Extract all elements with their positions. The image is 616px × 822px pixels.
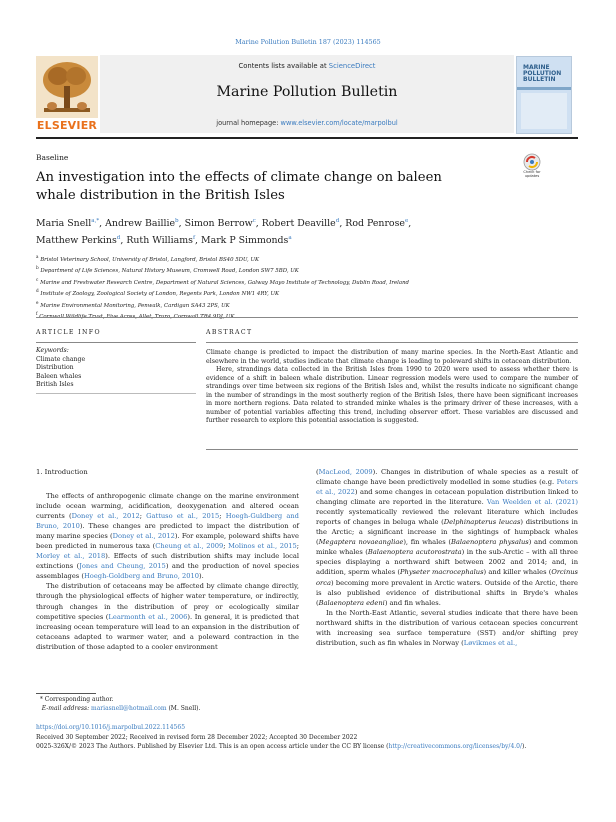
doi-link[interactable]: https://doi.org/10.1016/j.marpolbul.2022.114565 [36, 724, 186, 731]
body-text: The distribution of cetaceans may be affected by climate change directly, through the physiological effects of higher water temperature, or indirectly, through changes in the distribution of prey or ecologically similar competitive species ( [36, 582, 299, 621]
journal-cover-thumbnail[interactable] [516, 56, 572, 134]
copyright-line [36, 742, 596, 752]
keyword[interactable]: Baleen whales [36, 372, 82, 380]
body-text: ) becoming more prevalent in Arctic waters. Outside of the Arctic, there is also published evidence of distributional shifts in Bryde's whales ( [316, 578, 578, 607]
citation-link[interactable]: MacLeod, 2009 [318, 468, 373, 476]
affiliation [36, 276, 576, 287]
abstract-rule [206, 342, 578, 343]
journal-citation[interactable]: Marine Pollution Bulletin 187 (2023) 114565 [235, 38, 381, 46]
affiliation-key: b [36, 265, 39, 271]
author-name[interactable]: Ruth Williams [126, 235, 193, 247]
author-affiliation-ref[interactable]: b [175, 218, 179, 224]
abstract-paragraph: Here, strandings data collected in the British Isles from 1990 to 2020 were used to assess whether there is evidence of a shift in baleen whale distribution. Linear regression models were used to compare the number of strandings over time between six regions of the British Isles and, whilst the results indicate no significant change in the number of strandings in the most southerly region of the British Isles, there have been significant increases in more northern regions. Data related to stranded minke whales is the primary driver of these increases, with a number of potential variables affecting this trend, including observer effort. These variables are discussed and further research to explore this potential association is suggested. [206, 366, 578, 425]
body-text: ; [296, 542, 299, 551]
citation-link[interactable]: Hoegh-Guldberg and Bruno, 2010 [36, 512, 299, 531]
affiliation-key: f [36, 310, 38, 316]
article-title: An investigation into the effects of climate change on baleen whale distribution in the British Isles [36, 170, 442, 203]
affiliation-text: Marine Environmental Monitoring, Penwalk, Cardigan SA43 2PS, UK [38, 302, 230, 309]
author-affiliation-ref[interactable]: a [288, 235, 292, 242]
affiliation-text: Bristol Veterinary School, University of Bristol, Langford, Bristol BS40 5DU, UK [38, 256, 260, 263]
keyword[interactable]: Climate change [36, 355, 86, 363]
contents-prefix: Contents lists available at [238, 62, 329, 70]
author-name[interactable]: Rod Penrose [345, 218, 405, 230]
author-name[interactable]: Mark P Simmonds [201, 235, 289, 247]
citation-link[interactable]: Doney et al., 2012 [112, 532, 175, 541]
body-text: ) in the sub-Arctic – with all three species displaying a northward shift between 2002 and 2014; and, in addition, sperm whales ( [316, 548, 578, 577]
species-name: Physeter macrocephalus [400, 568, 484, 577]
body-text: ). In general, it is predicted that increasing ocean temperature will lead to an expansion in the distribution of cetaceans adapted to warmer water, and a poleward contraction in the distribution of those adapted to a cooler environment [36, 612, 300, 651]
author-name[interactable]: Matthew Perkins [36, 235, 117, 247]
email-label: E-mail address: [41, 704, 92, 712]
author-separator: , [99, 218, 106, 230]
body-text: recently systematically reviewed the relevant literature which includes reports of changes in beluga whale ( [316, 508, 578, 527]
affiliation-text: Institute of Zoology, Zoological Society of London, Regents Park, London NW1 4RY, UK [38, 290, 280, 297]
author-list [36, 214, 476, 248]
email-link[interactable]: mariasnell@hotmail.com [91, 704, 167, 712]
check-for-updates-label: Check for updates [523, 170, 541, 178]
species-name: Delphinapterus leucas [443, 518, 521, 527]
affiliation-key: a [36, 254, 39, 259]
keyword[interactable]: Distribution [36, 364, 74, 372]
affiliation-key: e [36, 299, 39, 305]
received-dates: Received 30 September 2022; Received in revised form 28 December 2022; Accepted 30 December 2022 [36, 733, 358, 741]
journal-homepage [100, 119, 514, 127]
citation-link[interactable]: Morley et al., 2018 [36, 552, 106, 561]
citation-link[interactable]: Cheung et al., 2009 [155, 542, 224, 551]
body-text: ; [139, 512, 147, 521]
body-text: ; [223, 542, 229, 551]
email-suffix: (M. Snell). [166, 704, 201, 712]
elsevier-tree-icon [36, 56, 98, 118]
body-text: In the North-East Atlantic, several studies indicate that there have been northward shifts in the distribution of various cetacean species concurrent with increasing sea surface temperature (SST) and/or shifting prey distribution, such as fin whales in Norway ( [316, 608, 578, 647]
contents-line [100, 62, 514, 70]
body-text: ) and common minke whales ( [316, 538, 578, 557]
email-line [36, 705, 200, 714]
article-info-heading: ARTICLE INFO [36, 329, 101, 336]
author-name[interactable]: Robert Deaville [261, 218, 336, 230]
keyword-list [36, 356, 196, 390]
elsevier-logo [36, 56, 98, 132]
right-column [316, 467, 578, 648]
license-link[interactable]: http://creativecommons.org/licenses/by/4.0/ [388, 743, 523, 751]
body-text: ). Effects of such distribution shifts may include local extinctions ( [36, 552, 299, 571]
body-text: ). For example, poleward shifts have been predicted in numerous taxa ( [36, 532, 299, 551]
author-separator: , [178, 218, 185, 230]
author-affiliation-ref[interactable]: c [252, 218, 256, 224]
author-separator: , [120, 235, 127, 247]
keywords-label: Keywords: [36, 347, 69, 354]
abstract-end-rule [206, 449, 578, 450]
body-text: ), fin whales ( [403, 538, 451, 547]
body-text: ). [199, 572, 204, 581]
affiliation-text: Department of Life Sciences, Natural History Museum, Cromwell Road, London SW7 5BD, UK [38, 268, 299, 275]
affiliation [36, 299, 576, 310]
author-name[interactable]: Maria Snell [36, 218, 92, 230]
article-info-rule [36, 342, 196, 343]
affiliation [36, 287, 576, 298]
species-name: Megaptera novaeangliae [318, 538, 404, 547]
footnote-rule [36, 693, 96, 694]
footnote [36, 696, 200, 713]
author-name[interactable]: Simon Berrow [184, 218, 253, 230]
affiliation-list [36, 253, 576, 321]
check-for-updates-badge[interactable] [516, 153, 548, 185]
left-column [36, 491, 299, 652]
species-name: Balaenoptera acutorostrata [367, 548, 462, 557]
sciencedirect-link[interactable]: ScienceDirect [328, 62, 376, 70]
citation-link[interactable]: Peters et al., 2022 [316, 478, 578, 497]
affiliation [36, 264, 576, 275]
abstract-body [206, 349, 578, 426]
author-affiliation-ref[interactable]: d [335, 218, 340, 224]
corresponding-author-note: * Corresponding author. [36, 696, 114, 703]
citation-link[interactable]: Hoegh-Goldberg and Bruno, 2010 [83, 572, 199, 581]
keywords-rule [36, 393, 196, 394]
citation-link[interactable]: Van Weelden et al. (2021) [486, 498, 578, 507]
citation-link[interactable]: Løvikmes et al., [463, 638, 518, 647]
body-text: ( [316, 468, 319, 476]
intro-paragraph-3 [316, 608, 578, 648]
abstract-paragraph: Climate change is predicted to impact the distribution of many marine species. In the North-East Atlantic and elsewhere in the world, studies indicate that climate change is leading to poleward shifts in cetacean distribution. [206, 349, 578, 365]
citation-link[interactable]: Doney et al., 2012 [71, 512, 140, 521]
footer-block [36, 723, 596, 752]
author-separator: , [339, 218, 346, 230]
intro-paragraph-1 [36, 491, 299, 581]
cover-title: MARINE POLLUTION BULLETIN [523, 64, 562, 84]
keywords-block [36, 347, 196, 390]
body-text: ) distributions in the Arctic; a significant increase in the sightings of humpback whales ( [316, 518, 578, 547]
body-text: ) and fin whales. [384, 598, 441, 607]
body-text: ; [219, 512, 226, 521]
affiliation [36, 253, 576, 264]
author-affiliation-ref[interactable]: f [192, 235, 196, 242]
introduction-heading: 1. Introduction [36, 468, 88, 476]
author-separator: , [255, 218, 262, 230]
species-name: Balaenoptera physalus [450, 538, 529, 547]
species-name: Orcinus orca [316, 568, 578, 587]
section-label: Baseline [36, 153, 69, 162]
journal-title: Marine Pollution Bulletin [216, 84, 398, 100]
intro-paragraph-2 [36, 581, 299, 651]
copyright-prefix: 0025-326X/© 2023 The Authors. Published by Elsevier Ltd. This is an open access article under the CC BY license ( [36, 743, 389, 751]
author-separator: , [408, 218, 412, 230]
cover-panel [521, 93, 567, 129]
affiliation-text: Marine and Freshwater Research Centre, Department of Natural Sciences, Galway Mayo Institute of Technology, Dublin Road, Ireland [38, 279, 409, 286]
author-affiliation-ref[interactable]: a,* [91, 218, 100, 224]
citation-link[interactable]: Jones and Cheung, 2015 [79, 562, 166, 571]
citation-link[interactable]: Learmonth et al., 2006 [108, 612, 188, 621]
body-text: ) and some changes in cetacean population distribution linked to changing climate are reported in the literature. [316, 488, 578, 507]
body-text: ) and the production of novel species assemblages ( [36, 562, 300, 581]
header-rule [36, 137, 578, 139]
author-separator: , [195, 235, 202, 247]
species-name: Balaenoptera edeni [318, 598, 385, 607]
body-text: ). Changes in distribution of whale species as a result of climate change have been predictively modelled in some studies (e.g. [316, 468, 578, 487]
cover-band [517, 87, 571, 90]
section-rule [36, 317, 578, 318]
body-text: The effects of anthropogenic climate change on the marine environment include ocean warming, acidification, deoxygenation and altered ocean currents ( [36, 492, 299, 521]
affiliation [36, 310, 576, 321]
intro-paragraph-2-cont [316, 467, 578, 608]
corresponding-author-text: Corresponding author. [44, 696, 114, 703]
homepage-link[interactable]: www.elsevier.com/locate/marpolbul [280, 119, 398, 127]
homepage-prefix: journal homepage: [216, 119, 281, 127]
affiliation-key: c [36, 276, 39, 282]
citation-link[interactable]: Molinos et al., 2015 [228, 542, 297, 551]
copyright-suffix: ). [522, 743, 527, 751]
citation-link[interactable]: Gattuso et al., 2015 [146, 512, 220, 521]
body-text: ) and killer whales ( [483, 568, 552, 577]
author-affiliation-ref[interactable]: d [116, 235, 121, 242]
body-text: ). These changes are predicted to impact the distribution of many marine species ( [36, 522, 299, 541]
elsevier-wordmark: ELSEVIER [36, 119, 98, 132]
affiliation-key: d [36, 288, 39, 294]
author-name[interactable]: Andrew Baillie [105, 218, 176, 230]
abstract-heading: ABSTRACT [206, 329, 253, 336]
author-affiliation-ref[interactable]: e [404, 218, 409, 224]
keyword[interactable]: British Isles [36, 381, 74, 389]
